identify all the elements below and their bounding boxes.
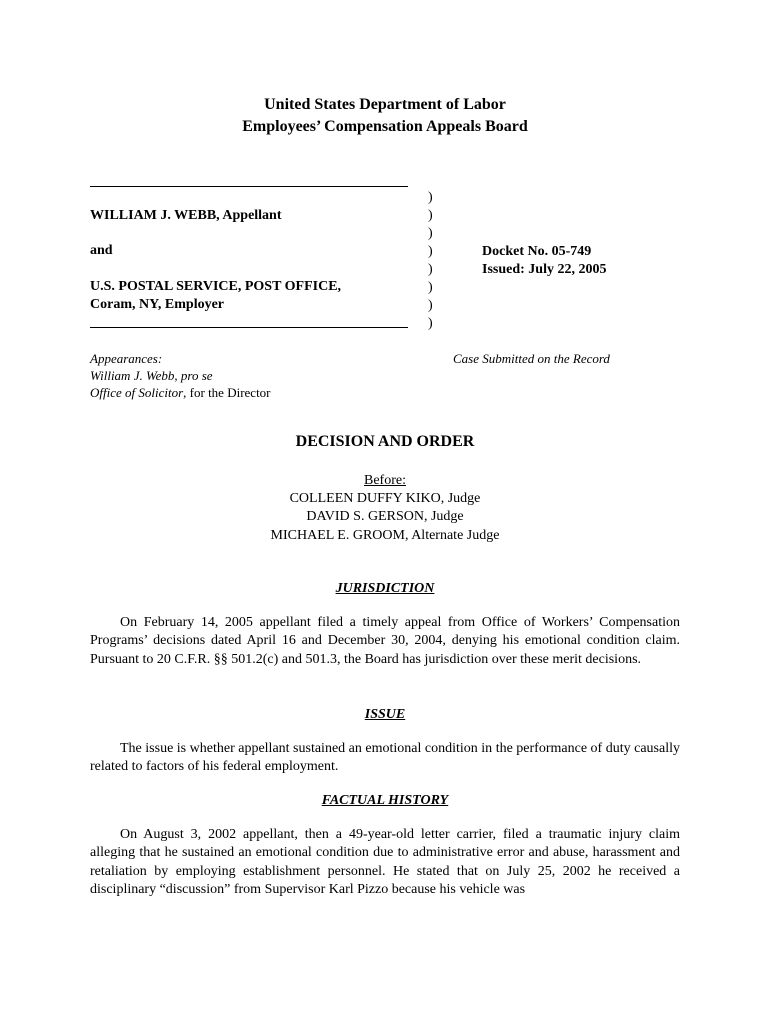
factual-history-heading: FACTUAL HISTORY	[321, 793, 449, 808]
employer-line-2: Coram, NY, Employer	[90, 297, 225, 312]
decision-title: DECISION AND ORDER	[295, 433, 475, 450]
before-label-text: Before:	[364, 473, 406, 488]
caption-paren: )	[428, 262, 433, 277]
caption-top-rule	[90, 186, 408, 187]
caption-paren: )	[428, 208, 433, 223]
appearances-label: Appearances:	[90, 351, 163, 366]
jurisdiction-paragraph: On February 14, 2005 appellant filed a timely appeal from Office of Workers’ Compensation Programs’ decisions dated April 16 and December 30, 2004, denying his emotional condition claim. Pursuant to 20 C.F.R. §§ 501.2(c) and 501.3, the Board has jurisdiction over these merit decisions.	[90, 615, 680, 667]
issued-date: Issued: July 22, 2005	[482, 262, 607, 277]
issue-paragraph: The issue is whether appellant sustained an emotional condition in the performance of duty causally related to factors of his federal employment.	[90, 741, 680, 775]
director-rep-office: Office of Solicitor	[90, 385, 184, 400]
board-name: Employees’ Compensation Appeals Board	[242, 118, 528, 135]
director-representative	[90, 384, 271, 401]
caption-paren-column	[428, 189, 433, 333]
caption-paren: )	[428, 190, 433, 205]
employer-line-1: U.S. POSTAL SERVICE, POST OFFICE,	[90, 279, 342, 294]
before-label	[0, 472, 770, 491]
judge-3: MICHAEL E. GROOM, Alternate Judge	[270, 528, 500, 543]
case-submitted-note: Case Submitted on the Record	[453, 351, 610, 366]
caption-paren: )	[428, 316, 433, 331]
director-rep-suffix: , for the Director	[183, 385, 271, 400]
caption-and: and	[90, 243, 113, 258]
caption-bottom-rule	[90, 327, 408, 328]
caption-paren: )	[428, 226, 433, 241]
caption-paren: )	[428, 280, 433, 295]
docket-number: Docket No. 05-749	[482, 244, 592, 259]
agency-name: United States Department of Labor	[264, 96, 506, 113]
caption-paren: )	[428, 298, 433, 313]
factual-history-paragraph: On August 3, 2002 appellant, then a 49-year-old letter carrier, filed a traumatic injury claim alleging that he sustained an emotional condition due to administrative error and abuse, harassment and retaliation by employing establishment personnel. He stated that on July 25, 2002 he received a disciplinary “discussion” from Supervisor Karl Pizzo because his vehicle was	[90, 827, 680, 897]
caption-paren: )	[428, 244, 433, 259]
issue-heading: ISSUE	[364, 707, 406, 722]
appellant-name: WILLIAM J. WEBB, Appellant	[90, 208, 282, 223]
jurisdiction-heading: JURISDICTION	[335, 581, 435, 596]
judge-2: DAVID S. GERSON, Judge	[306, 509, 464, 524]
appellant-representative: William J. Webb, pro se	[90, 368, 213, 383]
judge-1: COLLEEN DUFFY KIKO, Judge	[289, 491, 481, 506]
